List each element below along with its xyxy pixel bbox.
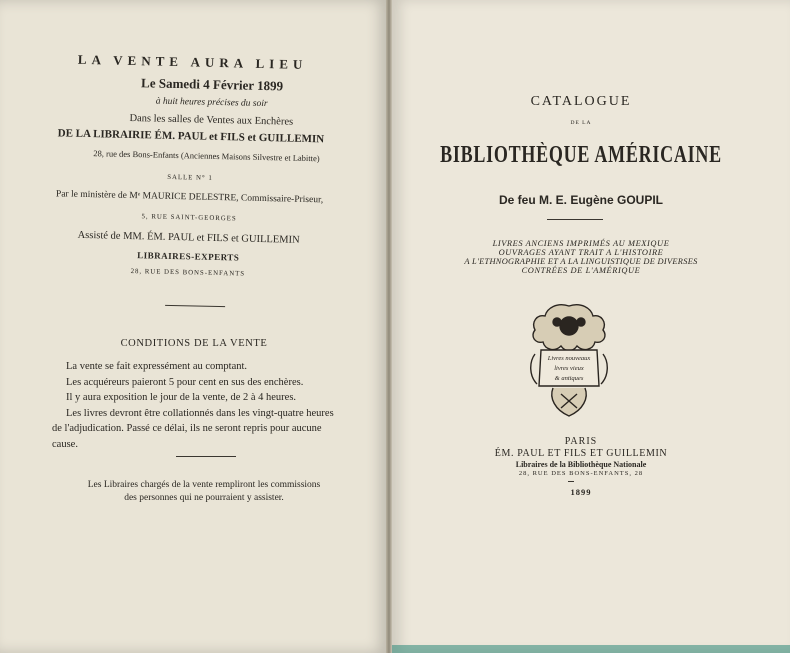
sale-room: SALLE N° 1	[167, 173, 213, 182]
assisted-line: Assisté de MM. ÉM. PAUL et FILS et GUILLEMIN	[77, 229, 300, 246]
auctioneer-line: Par le ministère de Mᵉ MAURICE DELESTRE, Commissaire-Priseur,	[55, 189, 324, 206]
condition-line: de l'adjudication. Passé ce délai, ils ne seront repris pour aucune	[52, 423, 322, 434]
sale-firm: DE LA LIBRAIRIE ÉM. PAUL et FILS et GUILLEMIN	[57, 127, 325, 146]
conditions-text	[52, 359, 334, 452]
author-line: De feu M. E. Eugène GOUPIL	[498, 193, 664, 207]
emblem-line: & antiques	[554, 375, 584, 382]
emblem-line: livres vieux	[554, 365, 584, 372]
booksellers-line-1: Les Libraires chargés de la vente rempliront les commissions	[87, 480, 321, 490]
auctioneer-address: 5, RUE SAINT-GEORGES	[141, 213, 237, 223]
subtitle-line: CONTRÉES DE L'AMÉRIQUE	[521, 266, 641, 275]
left-page	[0, 0, 388, 653]
condition-line: La vente se fait expressément au comptant.	[66, 361, 248, 372]
condition-line: cause.	[52, 438, 78, 450]
booksellers-line-2: des personnes qui ne pourraient y assister.	[124, 493, 284, 503]
de-la-label: DE LA	[570, 120, 592, 126]
experts-label: LIBRAIRES-EXPERTS	[137, 250, 240, 263]
condition-line: Les acquéreurs paieront 5 pour cent en sus des enchères.	[66, 376, 304, 388]
publisher-address: 28, RUE DES BONS-ENFANTS, 28	[518, 470, 644, 477]
subtitle-line: A L'ETHNOGRAPHIE ET A LA LINGUISTIQUE DE DIVERSES	[464, 257, 698, 266]
publisher-line: ÉM. PAUL ET FILS ET GUILLEMIN	[494, 448, 668, 459]
emblem-line: Livres nouveaux	[547, 355, 591, 362]
subtitle-line: OUVRAGES AYANT TRAIT A L'HISTOIRE	[498, 248, 664, 257]
sale-date: Le Samedi 4 Février 1899	[140, 75, 284, 94]
city-line: PARIS	[564, 436, 598, 447]
sale-heading: LA VENTE AURA LIEU	[77, 51, 308, 72]
sale-venue: Dans les salles de Ventes aux Enchères	[129, 112, 294, 128]
sale-time: à huit heures précises du soir	[155, 96, 268, 110]
printer-emblem-icon	[527, 300, 611, 422]
year-line: 1899	[570, 487, 592, 497]
conditions-title: CONDITIONS DE LA VENTE	[120, 338, 268, 349]
cover-edge	[392, 645, 790, 653]
condition-line: Les livres devront être collationnés dans les vingt-quatre heures	[66, 407, 334, 419]
publisher-role: Libraires de la Bibliothèque Nationale	[515, 460, 647, 469]
left-rule-top	[165, 305, 225, 307]
catalogue-label: CATALOGUE	[530, 94, 632, 109]
subtitle-line: LIVRES ANCIENS IMPRIMÉS AU MEXIQUE	[492, 239, 670, 248]
right-rule-bottom	[568, 481, 574, 482]
main-title: BIBLIOTHÈQUE AMÉRICAINE	[440, 142, 722, 168]
sale-address: 28, rue des Bons-Enfants (Anciennes Maisons Silvestre et Labitte)	[93, 148, 320, 164]
experts-address: 28, RUE DES BONS-ENFANTS	[130, 268, 246, 278]
right-rule-top	[547, 219, 603, 220]
condition-line: Il y aura exposition le jour de la vente, de 2 à 4 heures.	[66, 392, 297, 403]
left-rule-bottom	[176, 456, 236, 457]
